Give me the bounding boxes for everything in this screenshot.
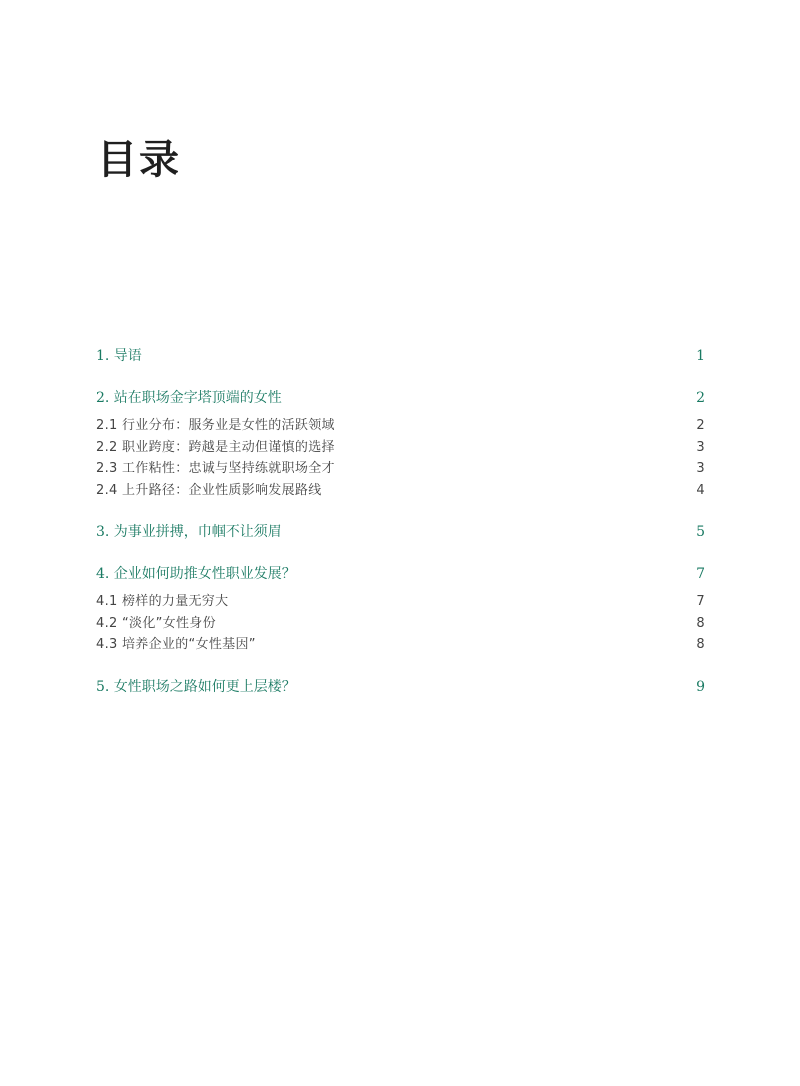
toc-subentry-label: 4.3 培养企业的“女性基因” (96, 637, 256, 652)
toc-subentry-label: 4.2 “淡化”女性身份 (96, 615, 216, 631)
toc-entry-2[interactable] (96, 387, 705, 409)
toc-entry-3[interactable] (96, 521, 705, 543)
toc-entry-page: 5 (696, 524, 705, 540)
toc-entry-1[interactable] (96, 345, 705, 367)
toc-subentry-4-3[interactable] (96, 634, 705, 656)
toc-entry-page: 7 (696, 566, 705, 582)
toc-subentry-page: 7 (696, 594, 705, 609)
toc-subentry-label: 2.1 行业分布：服务业是女性的活跃领域 (96, 418, 335, 433)
toc-entry-page: 2 (696, 390, 705, 406)
toc-section-1 (96, 345, 705, 367)
toc-subentry-page: 8 (696, 615, 705, 631)
toc-entry-label: 5. 女性职场之路如何更上层楼？ (96, 678, 296, 695)
toc-subentry-page: 8 (696, 637, 705, 652)
toc-subentry-label: 4.1 榜样的力量无穷大 (96, 594, 229, 609)
toc-entry-page: 9 (696, 678, 705, 695)
toc-entry-page: 1 (696, 348, 705, 364)
toc-section-2 (96, 387, 705, 501)
toc-section-4 (96, 563, 705, 656)
toc-entry-label: 1. 导语 (96, 348, 142, 364)
toc-subentry-page: 3 (696, 461, 705, 476)
toc-subentry-2-3[interactable] (96, 458, 705, 480)
toc-subentry-page: 4 (696, 482, 705, 498)
toc-subentry-page: 3 (696, 439, 705, 455)
toc-entry-label: 4. 企业如何助推女性职业发展？ (96, 566, 296, 582)
toc-subentry-2-4[interactable] (96, 480, 705, 502)
toc-subentry-label: 2.2 职业跨度：跨越是主动但谨慎的选择 (96, 439, 335, 455)
toc-section-5 (96, 676, 705, 698)
table-of-contents (96, 345, 705, 718)
toc-subentry-4-2[interactable] (96, 613, 705, 635)
toc-section-3 (96, 521, 705, 543)
page-title: 目录 (97, 136, 181, 183)
toc-subentry-label: 2.4 上升路径：企业性质影响发展路线 (96, 482, 322, 498)
toc-subentry-label: 2.3 工作粘性：忠诚与坚持练就职场全才 (96, 461, 335, 476)
toc-subentry-page: 2 (696, 418, 705, 433)
toc-subentry-2-1[interactable] (96, 415, 705, 437)
toc-entry-label: 3. 为事业拼搏，巾帼不让须眉 (96, 524, 282, 540)
toc-entry-label: 2. 站在职场金字塔顶端的女性 (96, 390, 282, 406)
toc-entry-4[interactable] (96, 563, 705, 585)
toc-entry-5[interactable] (96, 676, 705, 698)
toc-subentry-4-1[interactable] (96, 591, 705, 613)
toc-subentry-2-2[interactable] (96, 437, 705, 459)
